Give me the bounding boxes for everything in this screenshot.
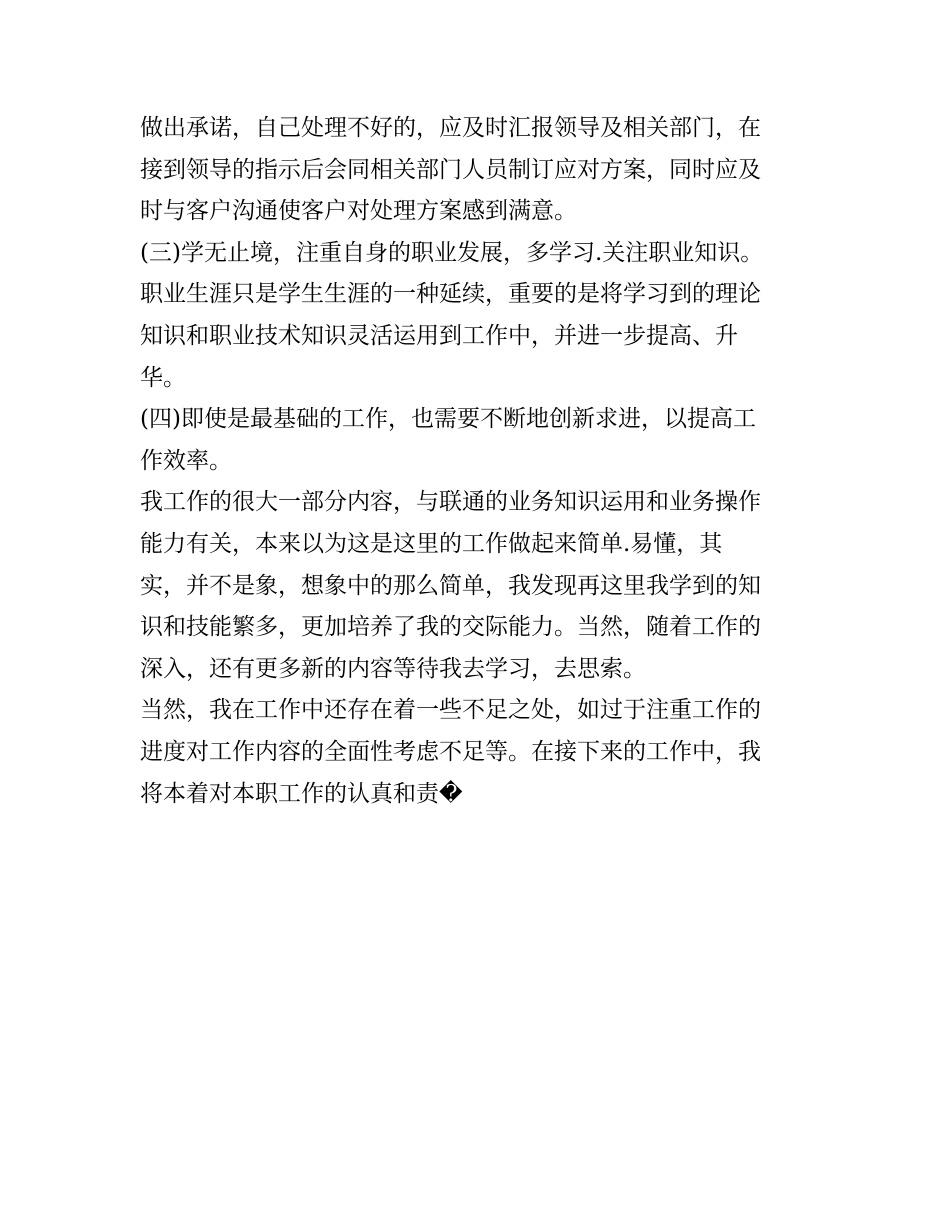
- text-line: (三)学无止境，注重自身的职业发展，多学习.关注职业知识。: [140, 239, 764, 266]
- text-line: 华。: [140, 364, 186, 391]
- text-line: 能力有关，本来以为这是这里的工作做起来简单.易懂，其: [140, 530, 723, 557]
- text-line: 职业生涯只是学生生涯的一种延续，重要的是将学习到的理论: [140, 281, 761, 308]
- text-line: 深入，还有更多新的内容等待我去学习，去思索。: [140, 655, 646, 682]
- text-line: 接到领导的指示后会同相关部门人员制订应对方案，同时应及: [140, 156, 761, 183]
- document-body: [140, 108, 820, 815]
- text-line: 识和技能繁多，更加培养了我的交际能力。当然，随着工作的: [140, 614, 761, 641]
- text-line: 知识和职业技术知识灵活运用到工作中，并进一步提高、升: [140, 322, 738, 349]
- text-line: 将本着对本职工作的认真和责�: [140, 780, 463, 807]
- text-line: 进度对工作内容的全面性考虑不足等。在接下来的工作中，我: [140, 738, 761, 765]
- text-line: 当然，我在工作中还存在着一些不足之处，如过于注重工作的: [140, 697, 761, 724]
- text-line: 作效率。: [140, 447, 232, 474]
- text-line: 实，并不是象，想象中的那么简单，我发现再这里我学到的知: [140, 572, 761, 599]
- text-line: 我工作的很大一部分内容，与联通的业务知识运用和业务操作: [140, 489, 761, 516]
- text-line: 时与客户沟通使客户对处理方案感到满意。: [140, 198, 577, 225]
- text-line: (四)即使是最基础的工作，也需要不断地创新求进，以提高工: [140, 406, 756, 433]
- text-line: 做出承诺，自己处理不好的，应及时汇报领导及相关部门，在: [140, 115, 761, 141]
